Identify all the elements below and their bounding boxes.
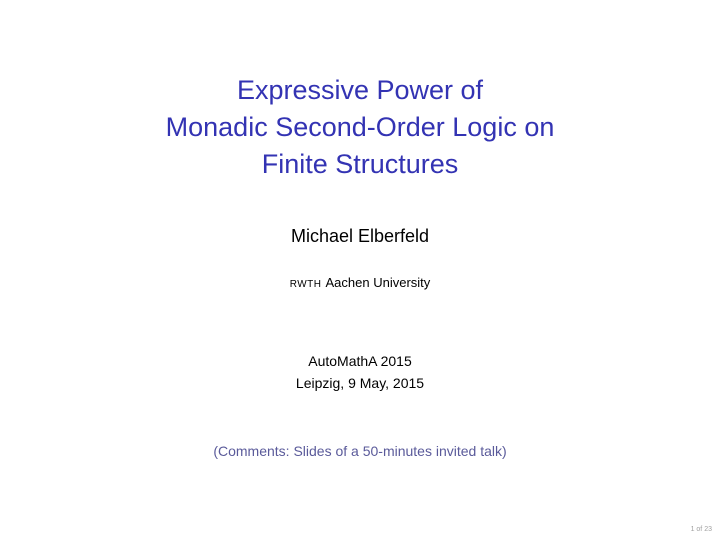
event-name: AutoMathA 2015	[308, 353, 412, 369]
comments-note: (Comments: Slides of a 50-minutes invited talk)	[213, 443, 507, 459]
institute	[0, 274, 720, 294]
page-number: 1 of 23	[690, 526, 712, 533]
author-name: Michael Elberfeld	[290, 226, 430, 246]
slide-title	[0, 72, 720, 183]
slide-title-line-1: Expressive Power of	[236, 75, 484, 105]
institute-name: Aachen University	[325, 275, 431, 290]
institute-abbrev: RWTH	[289, 279, 322, 290]
slide-title-line-2: Monadic Second-Order Logic on	[165, 112, 555, 142]
event-info	[0, 350, 720, 394]
event-place-date: Leipzig, 9 May, 2015	[295, 375, 425, 391]
slide-title-line-3: Finite Structures	[261, 149, 459, 179]
